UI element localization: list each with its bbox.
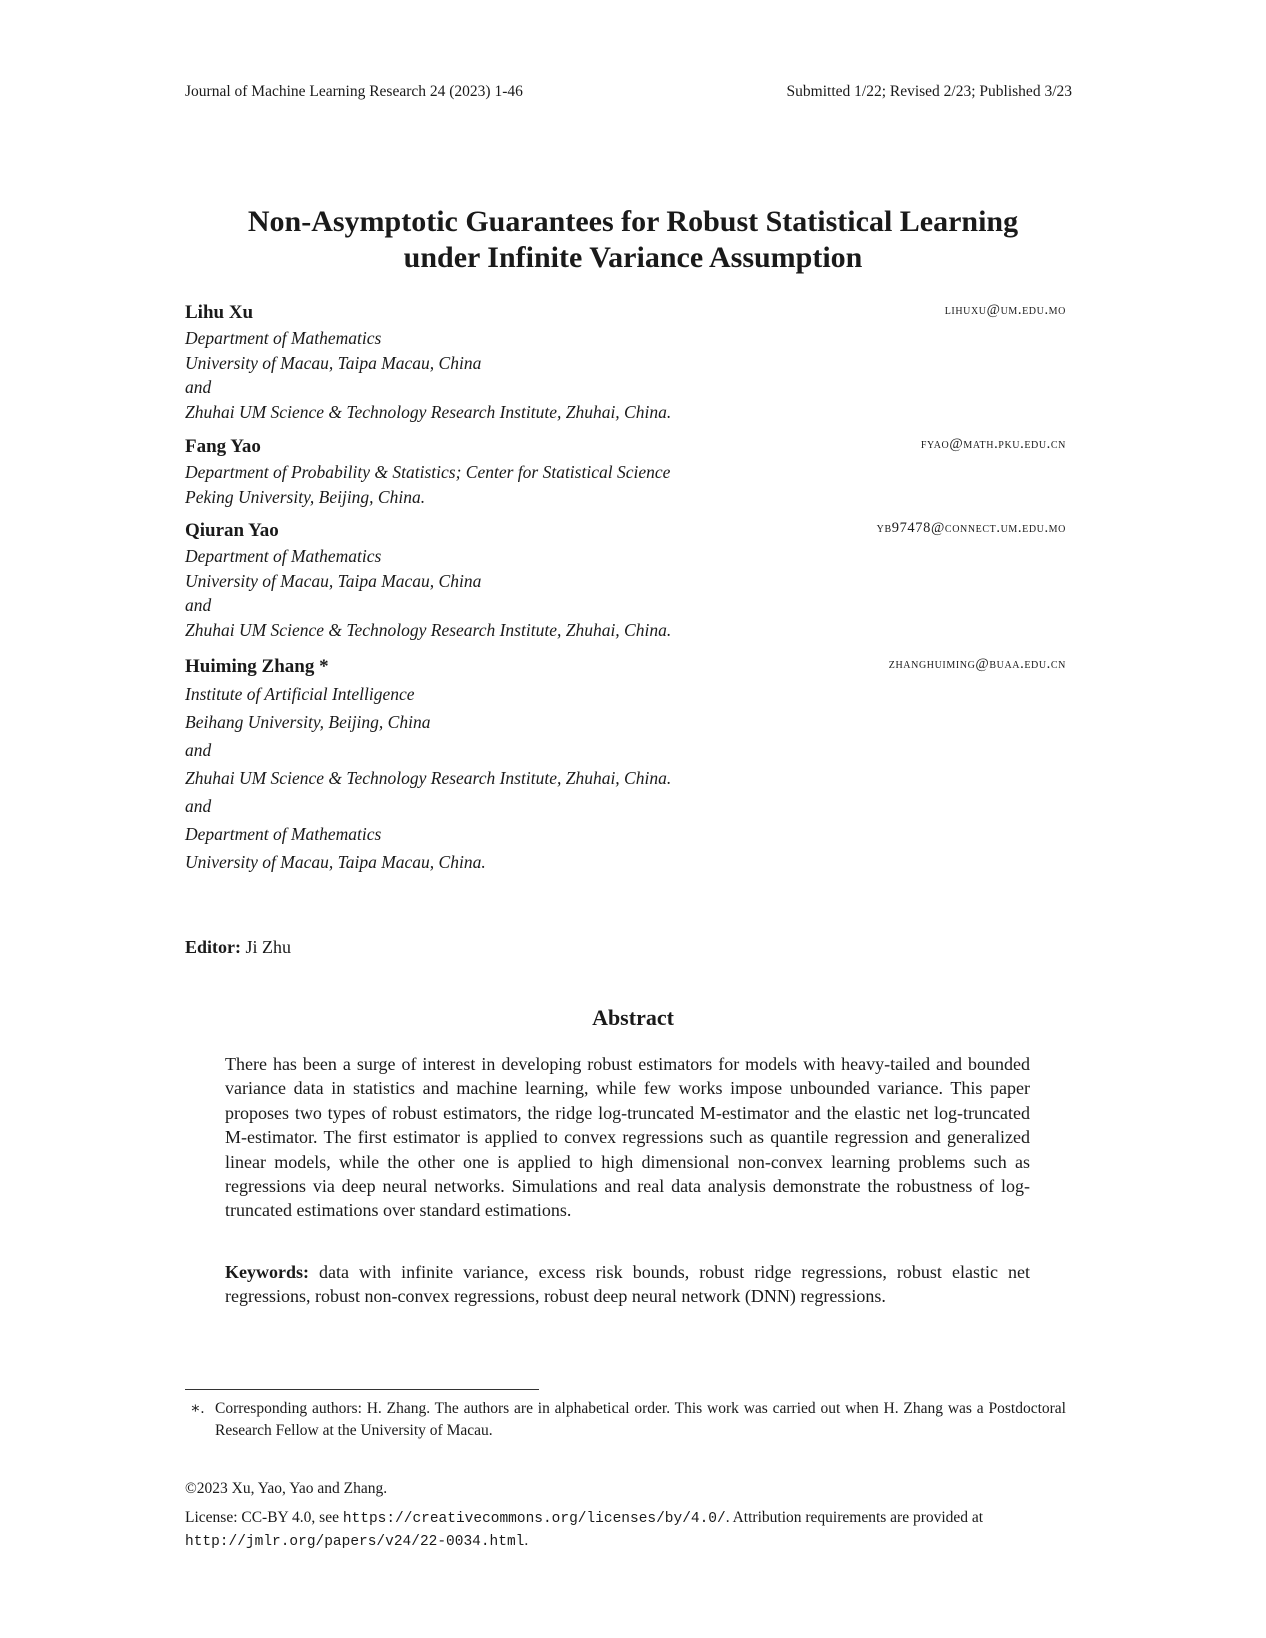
affiliation-line: and: [185, 796, 212, 816]
author-affiliation: [185, 680, 1066, 876]
author-email[interactable]: zhanghuiming@buaa.edu.cn: [888, 656, 1066, 672]
keywords: [225, 1260, 1030, 1309]
affiliation-line: Department of Mathematics: [185, 824, 382, 844]
editor-line: [185, 937, 291, 958]
title-line-2: under Infinite Variance Assumption: [403, 241, 863, 274]
affiliation-line: Zhuhai UM Science & Technology Research Institute, Zhuhai, China.: [185, 401, 672, 422]
affiliation-line: University of Macau, Taipa Macau, China.: [185, 852, 486, 872]
affiliation-line: University of Macau, Taipa Macau, China: [185, 570, 482, 591]
affiliation-line: University of Macau, Taipa Macau, China: [185, 352, 482, 373]
author-affiliation: [185, 544, 1066, 642]
abstract-heading: Abstract: [592, 1005, 674, 1030]
keywords-label: Keywords:: [225, 1262, 309, 1282]
abstract-text: There has been a surge of interest in developing robust estimators for models with heavy-tailed and bounded variance data in statistics and machine learning, while few works impose unbounded variance. This paper proposes two types of robust estimators, the ridge log-truncated M-estimator and the elastic net log-truncated M-estimator. The first estimator is applied to convex regressions such as quantile regression and generalized linear models, while the other one is applied to high dimensional non-convex learning problems such as regressions via deep neural networks. Simulations and real data analysis demonstrate the robustness of log-truncated estimations over standard estimations.: [225, 1054, 1030, 1221]
affiliation-line: Department of Mathematics: [185, 546, 382, 566]
author-name: Fang Yao: [185, 436, 261, 457]
author-email[interactable]: yb97478@connect.um.edu.mo: [876, 520, 1066, 536]
author-block-1: [185, 300, 1066, 424]
author-block-2: [185, 434, 1066, 509]
keywords-text: data with infinite variance, excess risk bounds, robust ridge regressions, robust elastic net regressions, robust non-convex regressions, robust deep neural network (DNN) regressions.: [225, 1262, 1030, 1307]
editor-label: Editor:: [185, 937, 241, 957]
affiliation-line: Department of Mathematics: [185, 328, 382, 348]
author-affiliation: [185, 460, 1066, 509]
license: [185, 1507, 1066, 1553]
footnote-rule: [185, 1389, 539, 1390]
affiliation-line: Beihang University, Beijing, China: [185, 712, 431, 732]
license-url-link[interactable]: https://creativecommons.org/licenses/by/4.0/: [342, 1511, 726, 1527]
affiliation-line: Institute of Artificial Intelligence: [185, 684, 415, 704]
author-name: Lihu Xu: [185, 302, 254, 323]
author-email[interactable]: lihuxu@um.edu.mo: [944, 302, 1066, 318]
running-header-journal: Journal of Machine Learning Research 24 (2023) 1-46: [185, 83, 523, 100]
affiliation-line: and: [185, 377, 212, 397]
footnote-mark: ∗.: [190, 1400, 205, 1417]
paper-title: [150, 204, 1116, 276]
author-email[interactable]: fyao@math.pku.edu.cn: [920, 436, 1066, 452]
footnote-text: Corresponding authors: H. Zhang. The authors are in alphabetical order. This work was carried out when H. Zhang was a Postdoctoral Research Fellow at the University of Macau.: [215, 1400, 1066, 1439]
author-affiliation: [185, 326, 1066, 424]
paper-url-link[interactable]: http://jmlr.org/papers/v24/22-0034.html: [185, 1534, 525, 1550]
author-block-4: [185, 654, 1066, 876]
editor-name: Ji Zhu: [245, 937, 292, 957]
license-suffix: .: [524, 1532, 529, 1549]
license-middle: . Attribution requirements are provided at: [725, 1509, 984, 1526]
title-line-1: Non-Asymptotic Guarantees for Robust Statistical Learning: [247, 205, 1019, 238]
license-prefix: License: CC-BY 4.0, see: [185, 1509, 343, 1526]
affiliation-line: Zhuhai UM Science & Technology Research Institute, Zhuhai, China.: [185, 619, 672, 640]
author-name: Qiuran Yao: [185, 520, 279, 541]
footnote: [185, 1398, 1066, 1442]
affiliation-line: Zhuhai UM Science & Technology Research Institute, Zhuhai, China.: [185, 768, 672, 788]
affiliation-line: Department of Probability & Statistics; Center for Statistical Science: [185, 462, 671, 482]
affiliation-line: and: [185, 595, 212, 615]
affiliation-line: and: [185, 740, 212, 760]
author-block-3: [185, 518, 1066, 642]
copyright: ©2023 Xu, Yao, Yao and Zhang.: [185, 1480, 388, 1497]
author-name: Huiming Zhang *: [185, 656, 329, 677]
running-header-dates: Submitted 1/22; Revised 2/23; Published 3/23: [786, 83, 1072, 100]
affiliation-line: Peking University, Beijing, China.: [185, 486, 426, 507]
